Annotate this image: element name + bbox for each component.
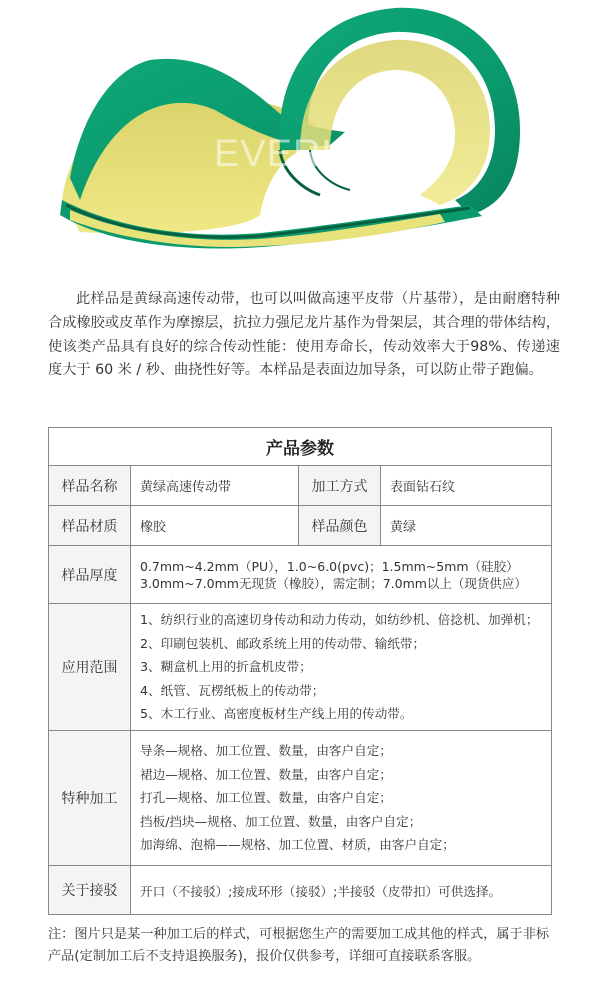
color-label: 样品颜色 bbox=[299, 506, 381, 545]
usage-line: 5、木工行业、高密度板材生产线上用的传动带。 bbox=[140, 706, 413, 722]
usage-line: 4、纸管、瓦楞纸板上的传动带； bbox=[140, 682, 325, 698]
special-line: 加海绵、泡棉——规格、加工位置、材质，由客户自定； bbox=[140, 837, 455, 853]
spec-table bbox=[48, 427, 552, 915]
special-line: 裙边—规格、加工位置、数量，由客户自定； bbox=[140, 766, 392, 782]
usage-value bbox=[131, 604, 551, 730]
footer-note: 注：图片只是某一种加工后的样式，可根据您生产的需要加工成其他的样式，属于非标产品(定制加工后不支持退换服务)，报价仅供参考，详细可直接联系客服。 bbox=[48, 927, 550, 964]
color-value: 黄绿 bbox=[390, 520, 417, 535]
name-value: 黄绿高速传动带 bbox=[131, 466, 299, 505]
thickness-label: 样品厚度 bbox=[49, 546, 131, 603]
spec-table-title: 产品参数 bbox=[266, 439, 334, 459]
thickness-line: 0.7mm~4.2mm（PU），1.0~6.0(pvc)；1.5mm~5mm（硅胶） bbox=[140, 558, 519, 574]
special-value bbox=[131, 731, 551, 865]
spec-row-usage bbox=[49, 603, 551, 730]
usage-label: 应用范围 bbox=[49, 604, 131, 730]
thickness-line: 3.0mm~7.0mm无现货（橡胶），需定制；7.0mm以上（现货供应） bbox=[140, 575, 527, 591]
spec-row-thickness bbox=[49, 545, 551, 603]
usage-line: 3、糊盒机上用的折盒机皮带； bbox=[140, 659, 312, 675]
spec-row-joint bbox=[49, 865, 551, 914]
special-line: 挡板/挡块—规格、加工位置、数量，由客户自定； bbox=[140, 813, 422, 829]
spec-row-material bbox=[49, 505, 551, 545]
material-value: 橡胶 bbox=[131, 506, 299, 545]
material-label: 样品材质 bbox=[49, 506, 131, 545]
thickness-value bbox=[131, 546, 551, 603]
process-label: 加工方式 bbox=[299, 466, 381, 505]
usage-line: 2、印刷包装机、邮政系统上用的传动带、输纸带； bbox=[140, 635, 426, 651]
special-label: 特种加工 bbox=[49, 731, 131, 865]
special-line: 导条—规格、加工位置、数量，由客户自定； bbox=[140, 743, 392, 759]
product-description: 此样品是黄绿高速传动带，也可以叫做高速平皮带（片基带），是由耐磨特种合成橡胶或皮革作为摩擦层，抗拉力强尼龙片基作为骨架层，其合理的带体结构，使该类产品具有良好的综合传动性能：使用寿命长，传动效率大于98%、传递速度大于 60 米 / 秒、曲挠性好等。本样品是表面边加导条，可以防止带子跑偏。 bbox=[48, 291, 560, 379]
joint-value: 开口（不接驳）;接成环形（接驳）;半接驳（皮带扣）可供选择。 bbox=[140, 883, 502, 899]
special-line: 打孔—规格、加工位置、数量，由客户自定； bbox=[140, 790, 392, 806]
name-label: 样品名称 bbox=[49, 466, 131, 505]
product-photo bbox=[0, 0, 600, 270]
process-value: 表面钻石纹 bbox=[390, 480, 456, 495]
usage-line: 1、纺织行业的高速切身传动和动力传动，如纺纱机、倍捻机、加弹机； bbox=[140, 612, 539, 628]
watermark-text: EVERLA擎川 bbox=[214, 133, 448, 175]
spec-row-name bbox=[49, 465, 551, 505]
spec-row-special bbox=[49, 730, 551, 865]
joint-label: 关于接驳 bbox=[49, 866, 131, 914]
